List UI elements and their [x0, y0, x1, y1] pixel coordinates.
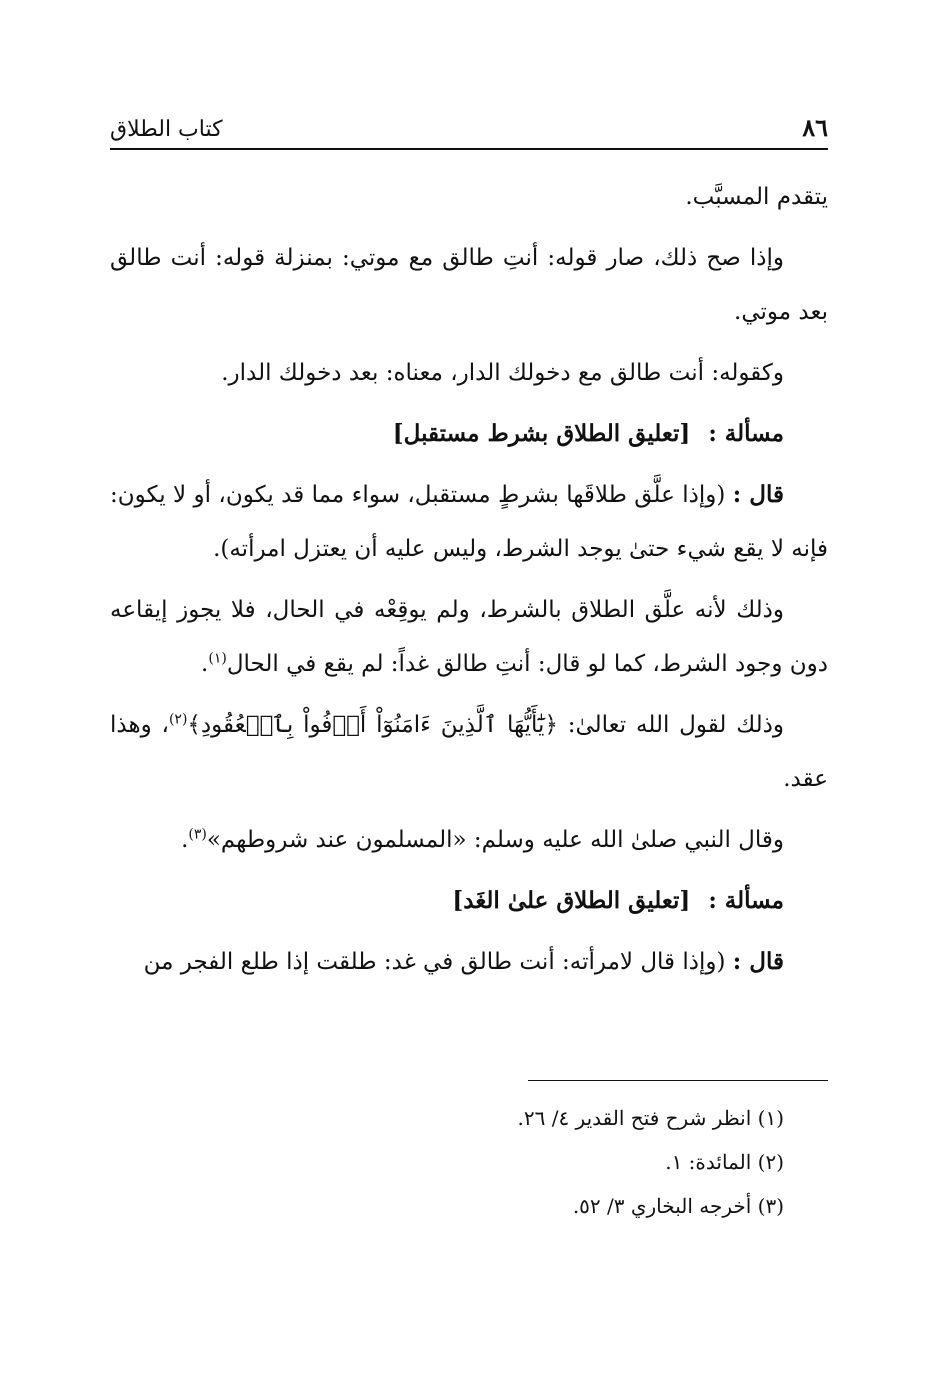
footnote-ref: (٢)	[168, 711, 188, 728]
issue-heading	[110, 874, 828, 928]
paragraph: وكقوله: أنت طالق مع دخولك الدار، معناه: بعد دخولك الدار.	[221, 360, 784, 386]
footnote: (٢) المائدة: ١.	[665, 1150, 784, 1174]
quoted-paragraph	[110, 468, 828, 576]
running-title: كتاب الطلاق	[110, 117, 223, 142]
footnote: (٣) أخرجه البخاري ٣/ ٥٢.	[572, 1194, 784, 1218]
issue-label: مسألة :	[708, 420, 784, 447]
issue-title: [تعليق الطلاق بشرط مستقبل]	[392, 420, 691, 447]
paragraph: يتقدم المسبَّب.	[685, 184, 828, 210]
paragraph-text: وذلك لأنه علَّق الطلاق بالشرط، ولم يوقِعْه في الحال، فلا يجوز إيقاعه دون وجود الشرط، كما لو قال: أنتِ طالق غداً: لم يقع في الحال	[110, 597, 828, 677]
qal-label: قال :	[732, 948, 784, 975]
page-header	[110, 104, 828, 150]
main-text	[110, 170, 828, 996]
page-number: ٨٦	[802, 113, 828, 142]
paragraph-text: وقال النبي صلىٰ الله عليه وسلم: «المسلمون عند شروطهم»	[206, 827, 784, 853]
footnotes	[110, 1096, 828, 1228]
paragraph-end: .	[181, 827, 189, 853]
paragraph	[110, 813, 828, 867]
issue-title: [تعليق الطلاق علىٰ الغَد]	[452, 887, 691, 914]
quoted-text: (وإذا علَّق طلاقَها بشرطٍ مستقبل، سواء مما قد يكون، أو لا يكون: فإنه لا يقع شيء حتىٰ يوجد الشرط، وليس عليه أن يعتزل امرأته).	[110, 482, 828, 562]
paragraph	[110, 698, 828, 806]
paragraph: وإذا صح ذلك، صار قوله: أنتِ طالق مع موتي: بمنزلة قوله: أنت طالق بعد موتي.	[110, 245, 828, 325]
footnote-ref: (٣)	[188, 826, 207, 843]
footnote-separator	[528, 1080, 828, 1081]
quoted-text: (وإذا قال لامرأته: أنت طالق في غد: طلقت إذا طلع الفجر من	[143, 949, 726, 975]
qal-label: قال :	[732, 481, 785, 508]
footnote-ref: (١)	[208, 650, 227, 667]
paragraph-end: ، وهذا عقد.	[110, 712, 828, 792]
paragraph-text: وذلك لقول الله تعالىٰ: ﴿يَٰٓأَيُّهَا ٱلَّذِينَ ءَامَنُوٓاْ أَوۡفُواْ بِٱلۡعُقُودِ﴾	[187, 712, 784, 738]
issue-label: مسألة :	[708, 887, 784, 914]
quoted-paragraph	[110, 935, 828, 989]
paragraph	[110, 583, 828, 691]
footnote: (١) انظر شرح فتح القدير ٤/ ٢٦.	[517, 1106, 784, 1130]
paragraph-end: .	[201, 651, 209, 677]
issue-heading	[110, 407, 828, 461]
